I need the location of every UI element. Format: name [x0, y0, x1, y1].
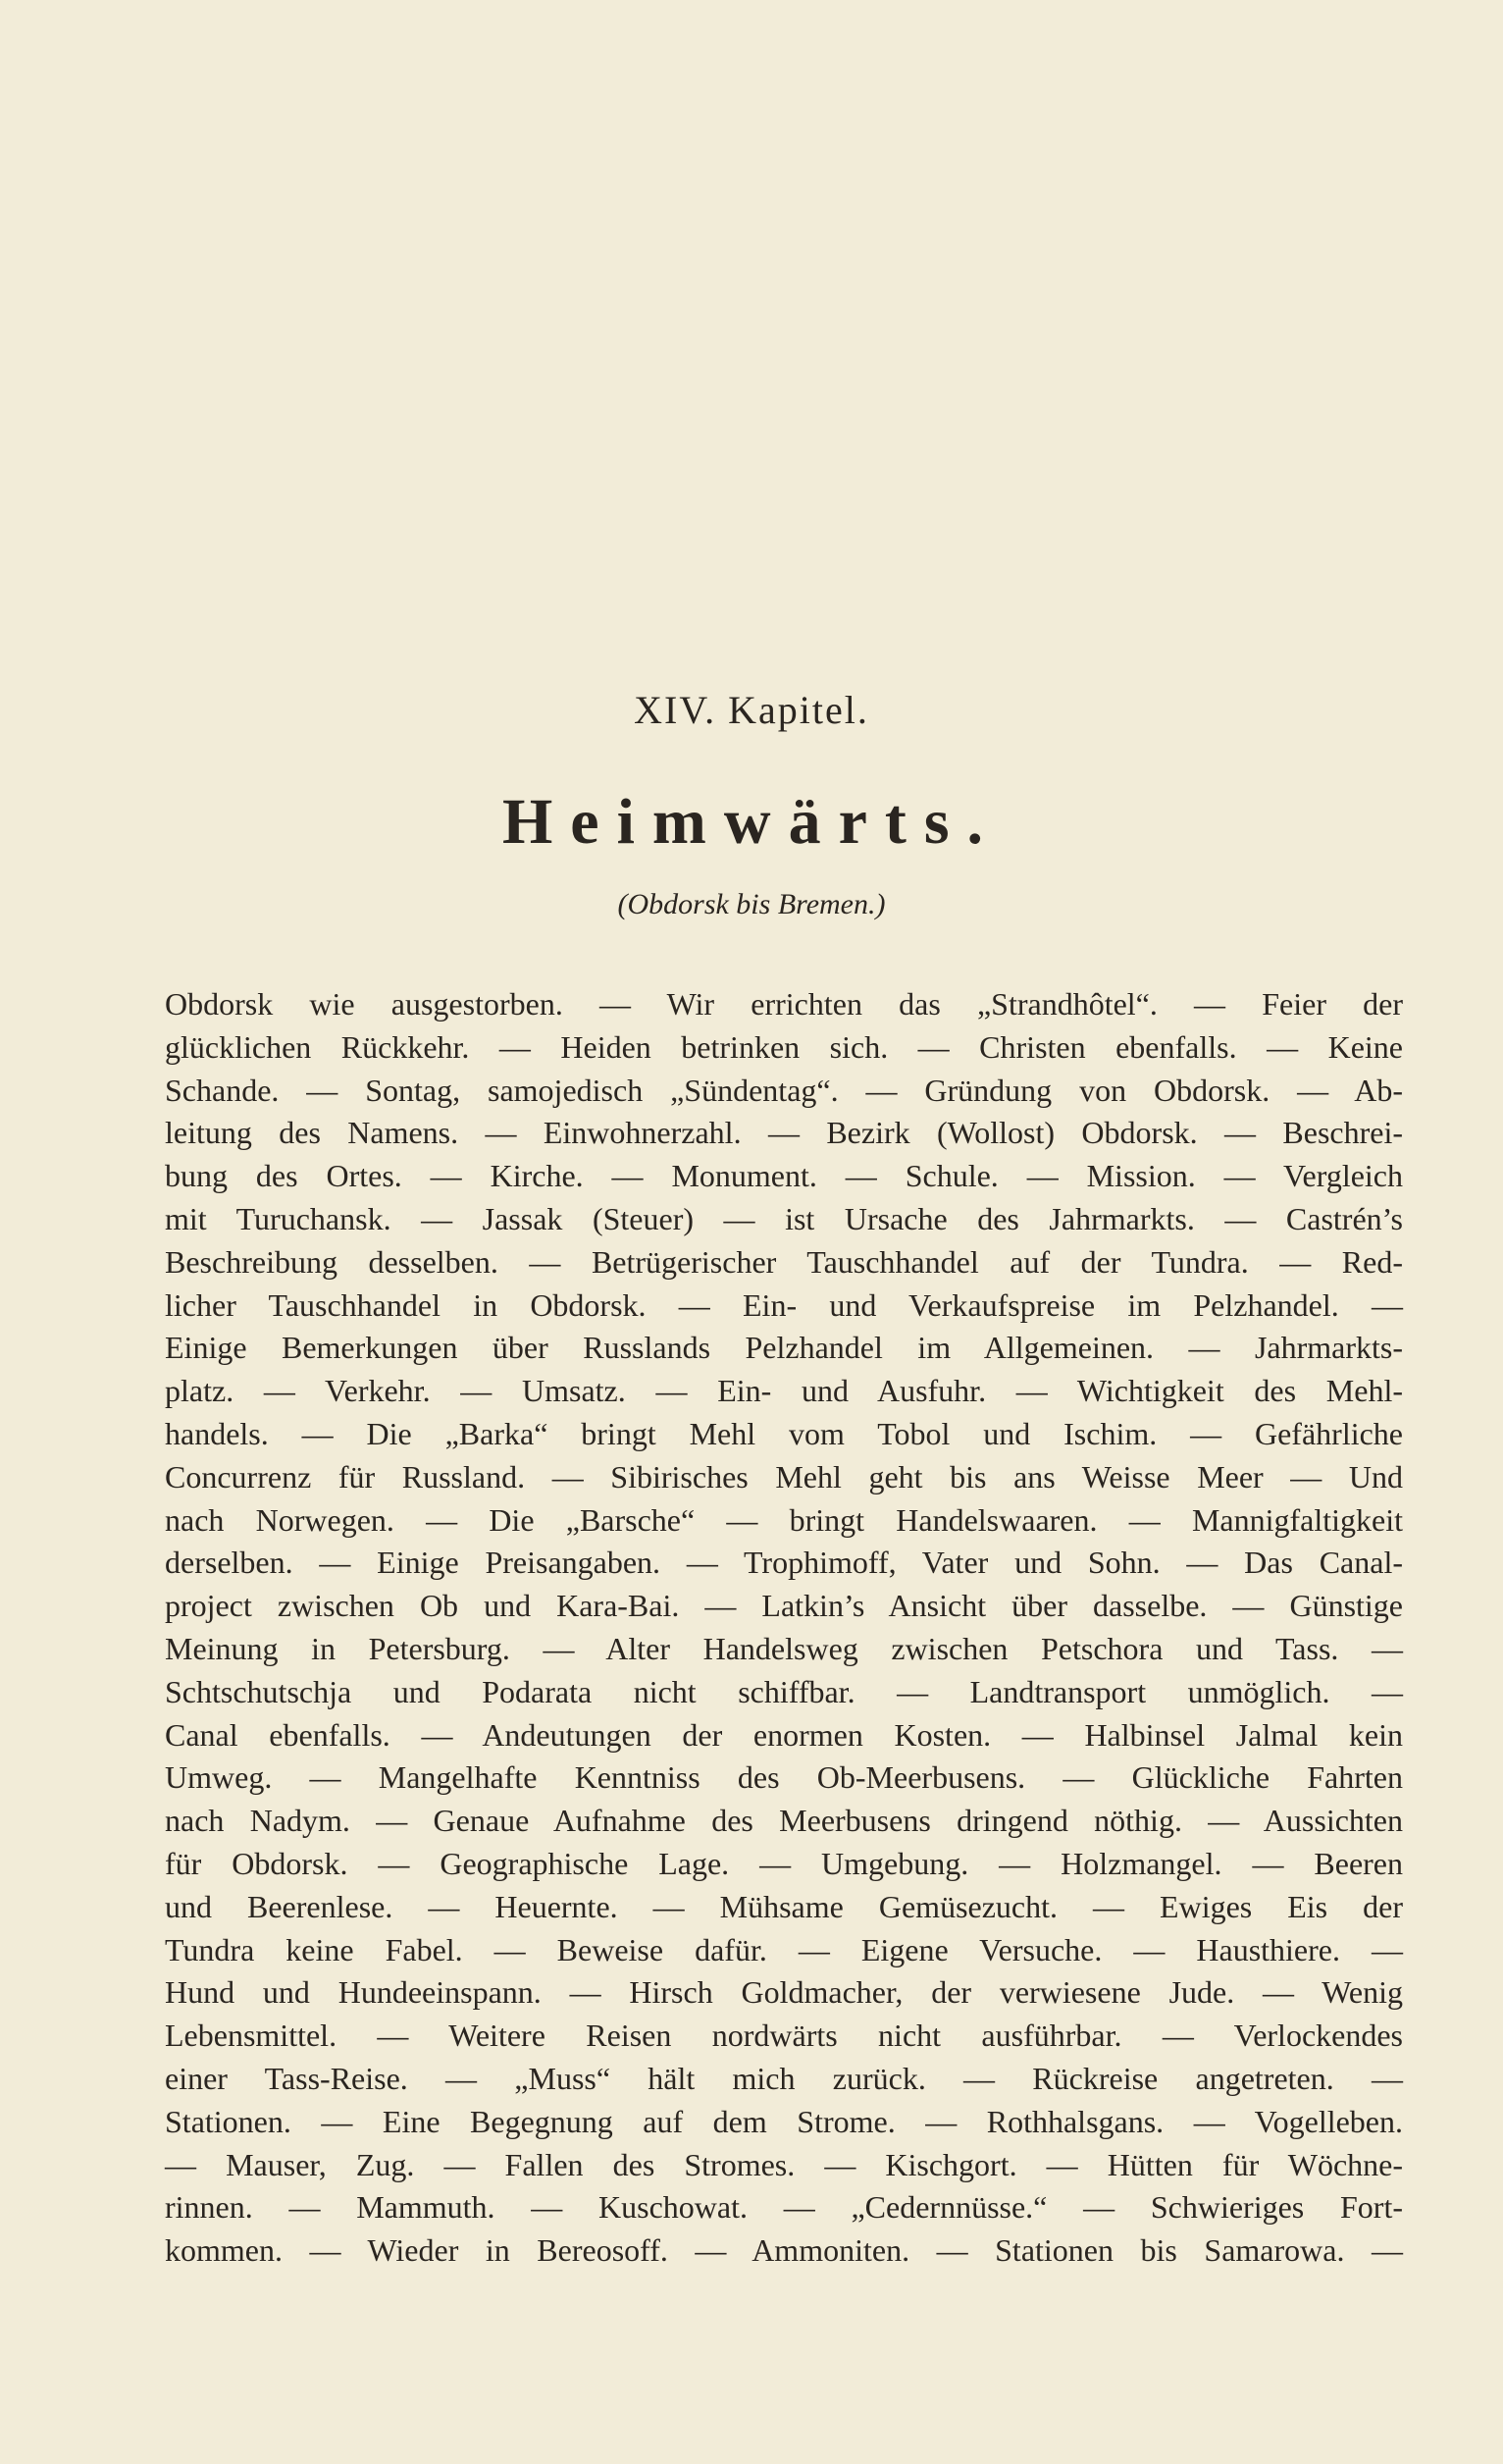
summary-line: glücklichen Rückkehr. — Heiden betrinken sich. — Christen ebenfalls. — Keine [165, 1028, 1403, 1065]
summary-line: Concurrenz für Russland. — Sibirisches Mehl geht bis ans Weisse Meer — Und [165, 1458, 1403, 1494]
summary-line: bung des Ortes. — Kirche. — Monument. — Schule. — Mission. — Vergleich [165, 1158, 1403, 1194]
summary-line: Umweg. — Mangelhafte Kenntniss des Ob-Meerbusens. — Glückliche Fahrten [165, 1759, 1403, 1796]
summary-line: Lebensmittel. — Weitere Reisen nordwärts nicht ausführbar. — Verlockendes [165, 2018, 1403, 2054]
summary-line: Meinung in Petersburg. — Alter Handelsweg zwischen Petschora und Tass. — [165, 1630, 1403, 1666]
summary-line: Beschreibung desselben. — Betrügerischer Tauschhandel auf der Tundra. — Red- [165, 1243, 1403, 1280]
chapter-subtitle: (Obdorsk bis Bremen.) [617, 888, 886, 920]
summary-line: platz. — Verkehr. — Umsatz. — Ein- und Ausfuhr. — Wichtigkeit des Mehl- [165, 1373, 1403, 1409]
summary-line: Obdorsk wie ausgestorben. — Wir errichten das „Strandhôtel“. — Feier der [165, 986, 1403, 1022]
chapter-summary [165, 983, 1403, 2273]
summary-line: licher Tauschhandel in Obdorsk. — Ein- und Verkaufspreise im Pelzhandel. — [165, 1286, 1403, 1323]
summary-line: rinnen. — Mammuth. — Kuschowat. — „Cedernnüsse.“ — Schwieriges Fort- [165, 2189, 1403, 2226]
summary-line: Einige Bemerkungen über Russlands Pelzhandel im Allgemeinen. — Jahrmarkts- [165, 1330, 1403, 1366]
summary-line: — Mauser, Zug. — Fallen des Stromes. — Kischgort. — Hütten für Wöchne- [165, 2146, 1403, 2182]
summary-line: leitung des Namens. — Einwohnerzahl. — Bezirk (Wollost) Obdorsk. — Beschrei- [165, 1115, 1403, 1151]
summary-line: Hund und Hundeeinspann. — Hirsch Goldmacher, der verwiesene Jude. — Wenig [165, 1974, 1403, 2011]
summary-line: derselben. — Einige Preisangaben. — Trophimoff, Vater und Sohn. — Das Canal- [165, 1545, 1403, 1581]
chapter-title: Heimwärts. [501, 786, 1002, 858]
summary-line: nach Nadym. — Genaue Aufnahme des Meerbusens dringend nöthig. — Aussichten [165, 1803, 1403, 1839]
summary-line: nach Norwegen. — Die „Barsche“ — bringt Handelswaaren. — Mannigfaltigkeit [165, 1501, 1403, 1538]
summary-line: Schande. — Sontag, samojedisch „Sündentag“. — Gründung von Obdorsk. — Ab- [165, 1072, 1403, 1108]
summary-line: Canal ebenfalls. — Andeutungen der enormen Kosten. — Halbinsel Jalmal kein [165, 1716, 1403, 1753]
summary-line: für Obdorsk. — Geographische Lage. — Umgebung. — Holzmangel. — Beeren [165, 1845, 1403, 1881]
chapter-heading: XIV. Kapitel. [634, 688, 869, 732]
summary-line: und Beerenlese. — Heuernte. — Mühsame Gemüsezucht. — Ewiges Eis der [165, 1888, 1403, 1924]
summary-line: Stationen. — Eine Begegnung auf dem Strome. — Rothhalsgans. — Vogelleben. [165, 2103, 1403, 2139]
summary-line: kommen. — Wieder in Bereosoff. — Ammoniten. — Stationen bis Samarowa. — [165, 2232, 1403, 2269]
summary-line: Schtschutschja und Podarata nicht schiffbar. — Landtransport unmöglich. — [165, 1673, 1403, 1709]
summary-line: handels. — Die „Barka“ bringt Mehl vom Tobol und Ischim. — Gefährliche [165, 1415, 1403, 1451]
summary-line: Tundra keine Fabel. — Beweise dafür. — Eigene Versuche. — Hausthiere. — [165, 1931, 1403, 1967]
summary-line: mit Turuchansk. — Jassak (Steuer) — ist Ursache des Jahrmarkts. — Castrén’s [165, 1200, 1403, 1236]
summary-line: project zwischen Ob und Kara-Bai. — Latkin’s Ansicht über dasselbe. — Günstige [165, 1588, 1403, 1624]
summary-line: einer Tass-Reise. — „Muss“ hält mich zurück. — Rückreise angetreten. — [165, 2060, 1403, 2096]
